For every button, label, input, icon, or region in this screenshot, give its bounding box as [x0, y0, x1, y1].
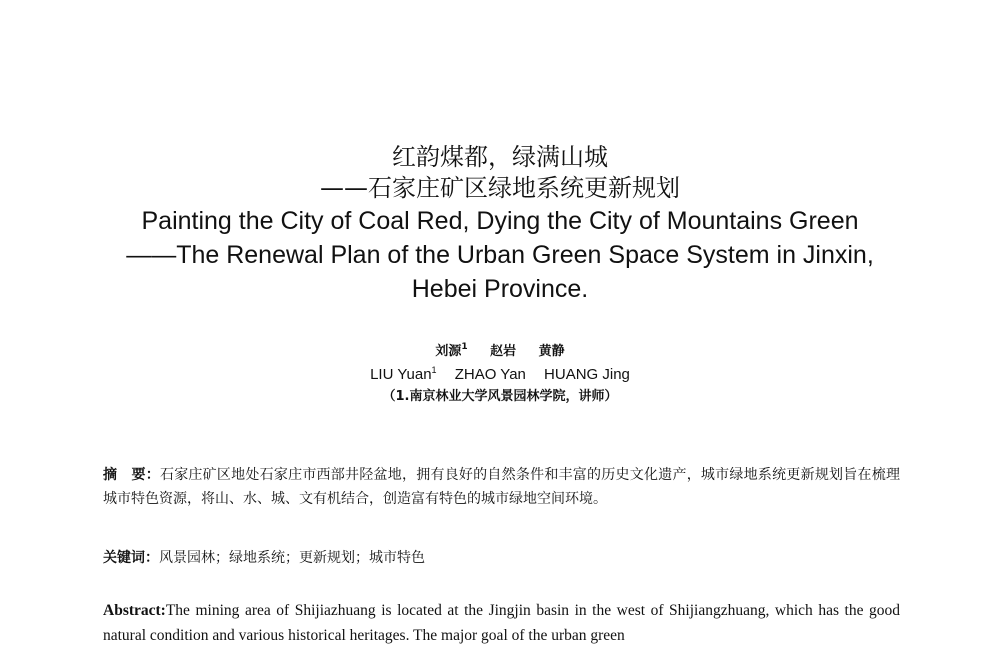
author-cn-1: 刘源$^1$: [435, 342, 468, 359]
author-cn-2: 赵岩: [490, 344, 517, 359]
keywords-cn-label: 关键词：: [103, 550, 159, 566]
title-en-line2: ——The Renewal Plan of the Urban Green Space System in Jinxin,: [126, 241, 874, 269]
author-en-2: ZHAO Yan: [454, 366, 526, 383]
abstract-en-text: The mining area of Shijiazhuang is located at the Jingjin basin in the west of Shijiangzhuang, which has the good natural condition and various historical heritages. The major goal of the urban green: [103, 602, 900, 644]
title-en-line3: Hebei Province.: [411, 275, 589, 303]
abstract-en: [103, 598, 900, 648]
title-block: [0, 142, 1000, 306]
author-en-1: LIU Yuan$^1$: [370, 365, 437, 383]
author-block: [0, 340, 1000, 408]
author-en-3: HUANG Jing: [544, 366, 630, 383]
author-en-1-sup: 1: [431, 365, 437, 375]
title-cn-line1: 红韵煤都，绿满山城: [392, 143, 608, 171]
title-cn-line2: ——石家庄矿区绿地系统更新规划: [320, 174, 680, 202]
abstract-en-label: Abstract:: [103, 602, 166, 619]
authors-en: [0, 364, 1000, 386]
keywords-cn: [103, 546, 900, 570]
title-en-line1: Painting the City of Coal Red, Dying the City of Mountains Green: [141, 207, 859, 235]
author-cn-1-sup: 1: [461, 342, 468, 352]
abstract-cn: [103, 463, 900, 511]
author-cn-3: 黄静: [538, 344, 565, 359]
abstract-cn-text: 石家庄矿区地处石家庄市西部井陉盆地，拥有良好的自然条件和丰富的历史文化遗产，城市绿地系统更新规划旨在梳理城市特色资源，将山、水、城、文有机结合，创造富有特色的城市绿地空间环境。: [103, 467, 901, 507]
authors-cn: [0, 340, 1000, 364]
author-affiliation: （1.南京林业大学风景园林学院，讲师）: [382, 389, 618, 404]
abstract-cn-label: 摘 要：: [103, 467, 160, 483]
keywords-cn-text: 风景园林；绿地系统；更新规划；城市特色: [159, 550, 425, 566]
